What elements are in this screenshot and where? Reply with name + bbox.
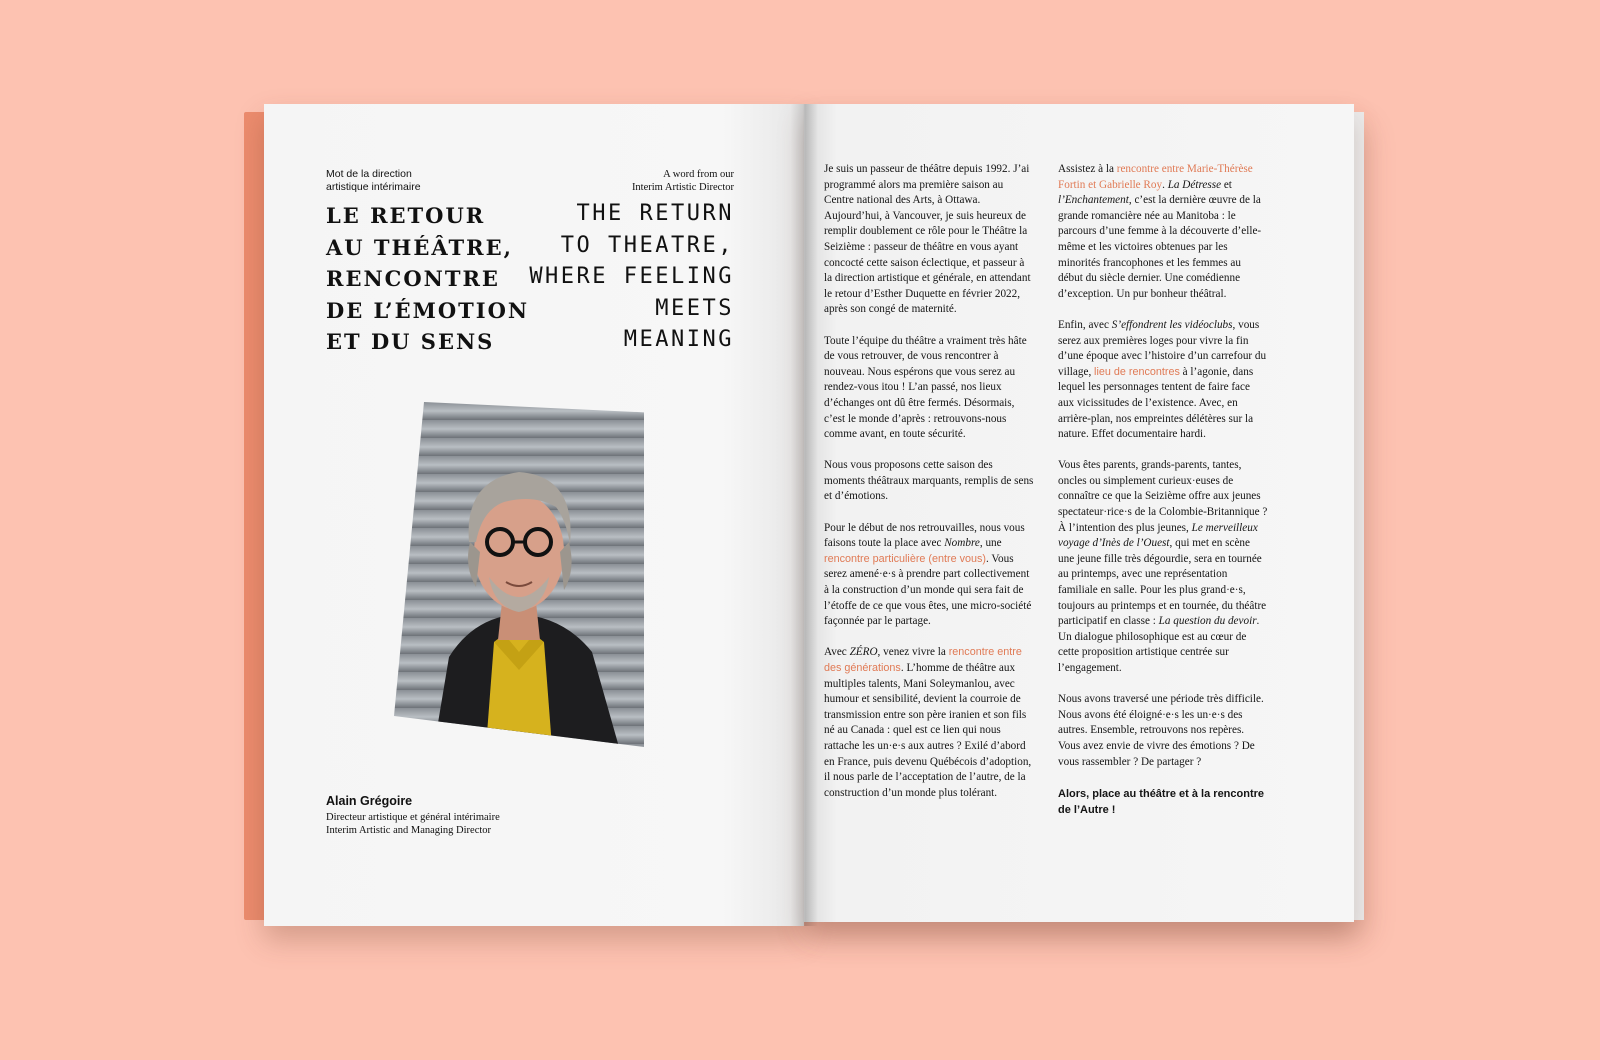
paragraph: Vous êtes parents, grands-parents, tantes, oncles ou simplement curieux·euses de connaître ce que la Seizième offre aux jeunes spectateur·rice·s de la Colombie-Britannique ? À l’intention des plus jeunes, Le merveilleux voyage d’Inès de l’Ouest, qui met en scène une jeune fille très dégourdie, sera en tournée au printemps, avec une représentation familiale en salle. Pour les plus grand·e·s, toujours au printemps et en tournée, du théâtre participatif en classe : La question du devoir. Un dialogue philosophique est au cœur de cette proposition artistique centrée sur l’engagement. xyxy=(1058,459,1268,674)
paragraph: Pour le début de nos retrouvailles, nous vous faisons toute la place avec Nombre, une rencontre particulière (entre vous). Vous serez amené·e·s à prendre part collectivement à la construction d’un monde qui sera fait de l’étoffe de ce que vous êtes, une micro-société façonnée par le partage. xyxy=(824,521,1032,628)
director-portrait-photo xyxy=(394,402,644,747)
text-column-2 xyxy=(1058,162,1268,833)
highlight-text: rencontre particulière (entre vous) xyxy=(824,552,987,565)
left-page xyxy=(264,104,804,926)
signature-block xyxy=(326,794,566,837)
portrait-illustration xyxy=(394,402,644,747)
highlight-text: rencontre entre Marie-Thérèse Fortin et Gabrielle Roy xyxy=(1058,163,1253,191)
headline-french: LE RETOUR AU THÉÂTRE, RENCONTRE DE L’ÉMOTION ET DU SENS xyxy=(326,203,530,354)
highlight-text: rencontre entre des générations xyxy=(824,646,1022,674)
kicker-english: A word from our Interim Artistic Director xyxy=(631,169,734,193)
gutter-shadow xyxy=(790,104,818,926)
kicker-french: Mot de la direction artistique intérimaire xyxy=(326,168,421,193)
paragraph: Enfin, avec S’effondrent les vidéoclubs, vous serez aux premières loges pour vivre la fin d’une époque avec l’histoire d’un carrefour du village, lieu de rencontres à l’agonie, dans lequel les personnages tentent de faire face aux vicissitudes de l’existence. Avec, en arrière-plan, nos empreintes délétères sur la nature. Effet documentaire hardi. xyxy=(1058,318,1267,441)
paragraph: Je suis un passeur de théâtre depuis 1992. J’ai programmé alors ma première saison au Centre national des Arts, à Ottawa. Aujourd’hui, à Vancouver, je suis heureux de remplir doublement ce rôle pour le Théâtre la Seizième : passeur de théâtre en vous ayant concocté cette saison éclectique, et passeur à la direction artistique et générale, en attendant le retour d’Esther Duquette en février 2022, après son congé de maternité. xyxy=(824,163,1031,316)
text-column-1 xyxy=(824,162,1034,817)
paragraph: Toute l’équipe du théâtre a vraiment très hâte de vous retrouver, de vous rencontrer à nouveau. Nous espérons que vous serez au rendez-vous itou ! L’an passé, nos lieux d’échanges ont dû être fermés. Désormais, c’est le monde d’après : retrouvons-nous comme avant, en toute sécurité. xyxy=(824,334,1027,441)
highlight-text: lieu de rencontres xyxy=(1094,365,1180,378)
director-role-french: Directeur artistique et général intérimaire xyxy=(326,812,500,823)
closing-statement: Alors, place au théâtre et à la rencontre de l’Autre ! xyxy=(1058,787,1265,816)
right-page xyxy=(804,104,1354,922)
paragraph: Nous vous proposons cette saison des moments théâtraux marquants, remplis de sens et d’émotions. xyxy=(824,459,1034,503)
headline-english: THE RETURN TO THEATRE, WHERE FEELING MEETS MEANING xyxy=(529,201,734,352)
paragraph: Assistez à la rencontre entre Marie-Thérèse Fortin et Gabrielle Roy. La Détresse et l’Enchantement, c’est la dernière œuvre de la grande romancière née au Manitoba : le parcours d’une femme à la découverte d’elle-même et les victoires obtenues par les minorités francophones et les femmes au début du siècle dernier. Une comédienne d’exception. Un pur bonheur théâtral. xyxy=(1058,163,1262,300)
director-name: Alain Grégoire xyxy=(326,794,413,808)
director-role-english: Interim Artistic and Managing Director xyxy=(326,825,492,836)
paragraph: Avec ZÉRO, venez vivre la rencontre entre des générations. L’homme de théâtre aux multiples talents, Mani Soleymanlou, avec humour et sensibilité, devient la courroie de transmission entre son père iranien et son fils né au Canada : quel est ce lien qui nous rattache les un·e·s aux autres ? Exilé d’abord en France, puis devenu Québécois d’adoption, il nous parle de l’acceptation de l’autre, de la construction d’un monde plus tolérant. xyxy=(824,646,1032,799)
paragraph: Nous avons traversé une période très difficile. Nous avons été éloigné·e·s les un·e·s des autres. Ensemble, retrouvons nos repères. Vous avez envie de vivre des émotions ? De vous rassembler ? De partager ? xyxy=(1058,693,1264,768)
